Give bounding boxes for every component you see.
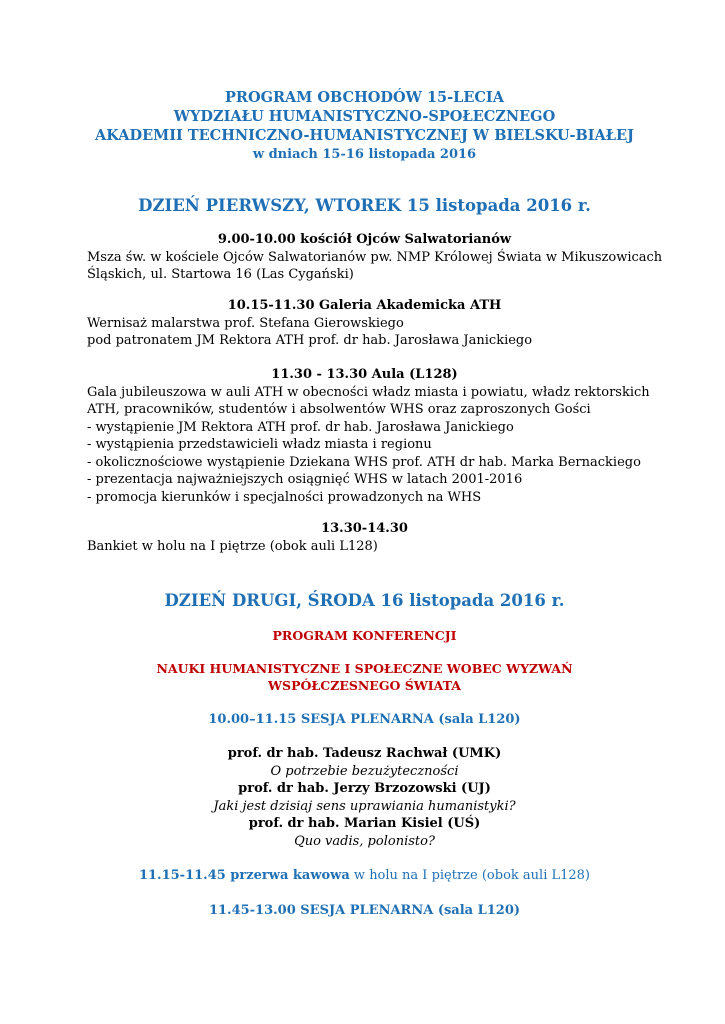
- event-time: 11.30 - 13.30 Aula (L128): [271, 367, 458, 382]
- event-text: pod patronatem JM Rektora ATH prof. dr hab. Jarosława Janickiego: [87, 333, 533, 348]
- event-bullet: - wystąpienia przedstawicieli władz miasta i regionu: [87, 437, 432, 452]
- speakers-list: [87, 745, 642, 850]
- coffee-break-location: w holu na I piętrze (obok auli L128): [349, 868, 591, 883]
- event-text: Bankiet w holu na I piętrze (obok auli L128): [87, 538, 378, 554]
- talk-title: Jaki jest dzisiaj sens uprawiania humanistyki?: [213, 798, 516, 814]
- header-line-1: PROGRAM OBCHODÓW 15-LECIA: [225, 89, 504, 106]
- event-bullet: - prezentacja najważniejszych osiągnięć WHS w latach 2001-2016: [87, 472, 523, 487]
- document-header: [87, 88, 642, 164]
- event-bullet: - promocja kierunków i specjalności prowadzonych na WHS: [87, 489, 482, 505]
- event-bullet: - okolicznościowe wystąpienie Dziekana WHS prof. ATH dr hab. Marka Bernackiego: [87, 454, 641, 470]
- conference-program-heading: PROGRAM KONFERENCJI: [272, 628, 457, 643]
- event-time: 9.00-10.00 kościół Ojców Salwatorianów: [217, 232, 512, 247]
- header-line-2: WYDZIAŁU HUMANISTYCZNO-SPOŁECZNEGO: [173, 108, 556, 125]
- talk-title: O potrzebie bezużyteczności: [270, 763, 459, 779]
- header-date: w dniach 15-16 listopada 2016: [252, 147, 477, 162]
- conference-title: [87, 660, 642, 694]
- session-1-heading: 10.00–11.15 SESJA PLENARNA (sala L120): [208, 712, 521, 727]
- conference-title-line-1: NAUKI HUMANISTYCZNE I SPOŁECZNE WOBEC WYZWAŃ: [156, 661, 573, 676]
- day1-event-4: [87, 520, 642, 555]
- event-text: Msza św. w kościele Ojców Salwatorianów pw. NMP Królowej Świata w Mikuszowicach: [87, 249, 663, 265]
- coffee-break-line: [87, 864, 642, 885]
- day1-event-2: [87, 297, 642, 350]
- day2-title: DZIEŃ DRUGI, ŚRODA 16 listopada 2016 r.: [164, 591, 565, 610]
- session-2-heading: 11.45-13.00 SESJA PLENARNA (sala L120): [208, 903, 521, 918]
- event-text: Wernisaż malarstwa prof. Stefana Gierowskiego: [87, 315, 404, 331]
- talk-title: Quo vadis, polonisto?: [294, 833, 435, 849]
- coffee-break-time: 11.15-11.45 przerwa kawowa: [138, 868, 350, 883]
- speaker-name: prof. dr hab. Tadeusz Rachwał (UMK): [227, 746, 502, 761]
- speaker-name: prof. dr hab. Marian Kisiel (UŚ): [248, 816, 481, 831]
- day1-event-3: [87, 366, 650, 506]
- event-text: Śląskich, ul. Startowa 16 (Las Cygański): [87, 267, 354, 282]
- event-time: 13.30-14.30: [321, 521, 408, 536]
- event-text: ATH, pracowników, studentów i absolwentów WHS oraz zaproszonych Gości: [87, 402, 591, 417]
- day1-event-1: [87, 231, 663, 284]
- speaker-name: prof. dr hab. Jerzy Brzozowski (UJ): [238, 781, 491, 796]
- conference-title-line-2: WSPÓŁCZESNEGO ŚWIATA: [268, 678, 461, 693]
- header-line-3: AKADEMII TECHNICZNO-HUMANISTYCZNEJ W BIELSKU-BIAŁEJ: [95, 127, 634, 144]
- day1-title: DZIEŃ PIERWSZY, WTOREK 15 listopada 2016 r.: [138, 196, 591, 215]
- event-text: Gala jubileuszowa w auli ATH w obecności władz miasta i powiatu, władz rektorskich: [87, 384, 650, 400]
- event-time: 10.15-11.30 Galeria Akademicka ATH: [227, 298, 502, 313]
- event-bullet: - wystąpienie JM Rektora ATH prof. dr hab. Jarosława Janickiego: [87, 419, 514, 435]
